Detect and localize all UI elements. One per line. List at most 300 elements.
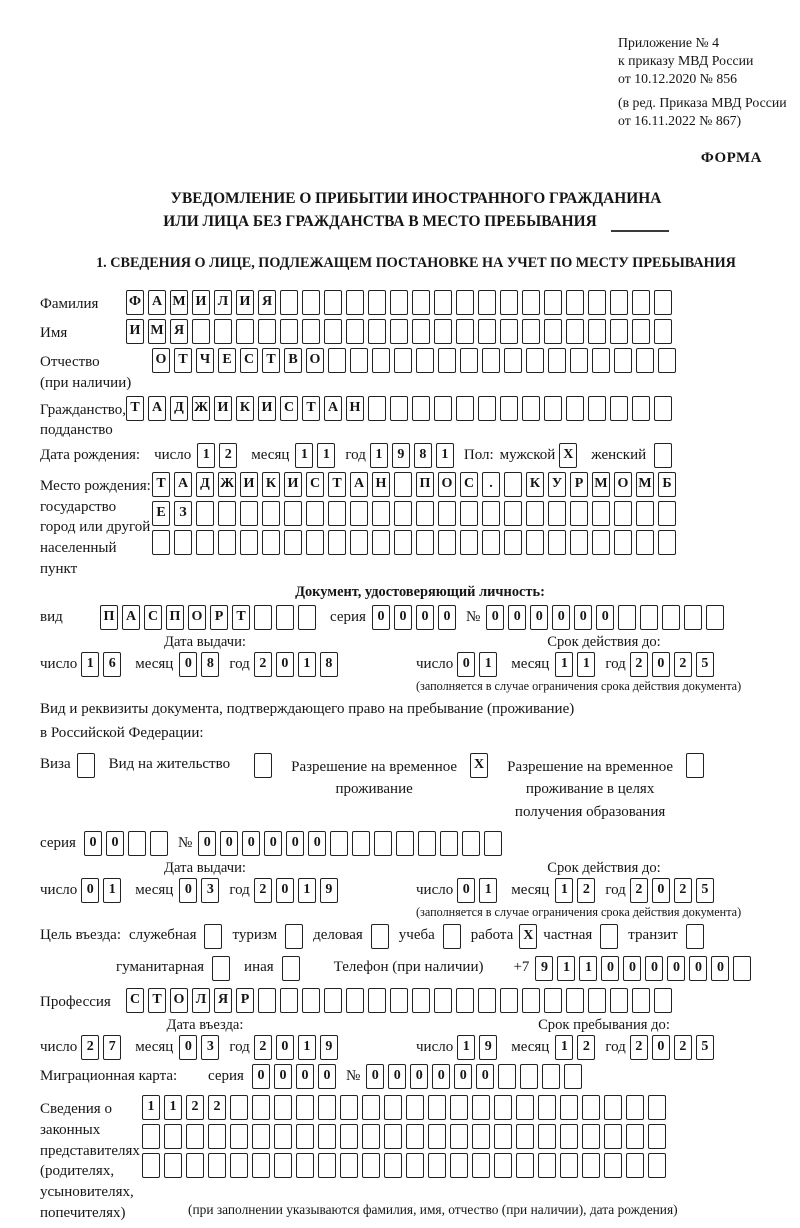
char-cell[interactable] xyxy=(494,1124,512,1149)
char-cell[interactable] xyxy=(340,1095,358,1120)
char-cell[interactable] xyxy=(500,988,518,1013)
female-checkbox[interactable] xyxy=(654,443,672,468)
char-cell[interactable]: 0 xyxy=(179,1035,197,1060)
char-cell[interactable] xyxy=(544,319,562,344)
char-cell[interactable] xyxy=(418,831,436,856)
char-cell[interactable]: 1 xyxy=(579,956,597,981)
char-cell[interactable]: 5 xyxy=(696,1035,714,1060)
char-cell[interactable] xyxy=(142,1124,160,1149)
char-cell[interactable] xyxy=(450,1153,468,1178)
char-cell[interactable] xyxy=(522,290,540,315)
char-cell[interactable]: Р xyxy=(570,472,588,497)
char-cell[interactable] xyxy=(284,501,302,526)
purpose-transit-checkbox[interactable] xyxy=(686,924,704,949)
char-cell[interactable] xyxy=(610,396,628,421)
char-cell[interactable] xyxy=(500,319,518,344)
char-cell[interactable] xyxy=(394,530,412,555)
char-cell[interactable] xyxy=(542,1064,560,1089)
char-cell[interactable]: 1 xyxy=(317,443,335,468)
char-cell[interactable] xyxy=(412,290,430,315)
char-cell[interactable] xyxy=(526,530,544,555)
char-cell[interactable] xyxy=(324,988,342,1013)
char-cell[interactable] xyxy=(566,988,584,1013)
char-cell[interactable] xyxy=(390,290,408,315)
char-cell[interactable]: 0 xyxy=(596,605,614,630)
char-cell[interactable] xyxy=(262,530,280,555)
char-cell[interactable] xyxy=(252,1153,270,1178)
char-cell[interactable]: 0 xyxy=(623,956,641,981)
char-cell[interactable]: 0 xyxy=(274,1064,292,1089)
char-cell[interactable] xyxy=(298,605,316,630)
char-cell[interactable]: А xyxy=(174,472,192,497)
char-cell[interactable] xyxy=(626,1095,644,1120)
char-cell[interactable] xyxy=(434,396,452,421)
char-cell[interactable] xyxy=(416,530,434,555)
char-cell[interactable] xyxy=(274,1124,292,1149)
char-cell[interactable] xyxy=(368,290,386,315)
char-cell[interactable]: 1 xyxy=(81,652,99,677)
char-cell[interactable] xyxy=(406,1124,424,1149)
char-cell[interactable]: 1 xyxy=(555,878,573,903)
char-cell[interactable] xyxy=(208,1124,226,1149)
char-cell[interactable] xyxy=(384,1095,402,1120)
char-cell[interactable] xyxy=(186,1153,204,1178)
char-cell[interactable] xyxy=(428,1124,446,1149)
char-cell[interactable]: 9 xyxy=(479,1035,497,1060)
char-cell[interactable] xyxy=(626,1153,644,1178)
char-cell[interactable]: 0 xyxy=(220,831,238,856)
char-cell[interactable]: М xyxy=(592,472,610,497)
char-cell[interactable]: Я xyxy=(258,290,276,315)
char-cell[interactable]: 2 xyxy=(674,652,692,677)
char-cell[interactable] xyxy=(434,319,452,344)
char-cell[interactable]: С xyxy=(126,988,144,1013)
char-cell[interactable]: И xyxy=(126,319,144,344)
char-cell[interactable] xyxy=(538,1153,556,1178)
char-cell[interactable]: И xyxy=(258,396,276,421)
char-cell[interactable] xyxy=(484,831,502,856)
char-cell[interactable]: 0 xyxy=(432,1064,450,1089)
char-cell[interactable] xyxy=(472,1095,490,1120)
char-cell[interactable] xyxy=(494,1153,512,1178)
char-cell[interactable]: 2 xyxy=(254,878,272,903)
char-cell[interactable] xyxy=(632,290,650,315)
char-cell[interactable]: С xyxy=(280,396,298,421)
char-cell[interactable] xyxy=(218,501,236,526)
char-cell[interactable] xyxy=(372,530,390,555)
char-cell[interactable]: С xyxy=(144,605,162,630)
char-cell[interactable] xyxy=(456,319,474,344)
char-cell[interactable] xyxy=(570,530,588,555)
char-cell[interactable] xyxy=(482,348,500,373)
char-cell[interactable] xyxy=(192,319,210,344)
purpose-tourism-checkbox[interactable] xyxy=(285,924,303,949)
char-cell[interactable] xyxy=(588,396,606,421)
char-cell[interactable] xyxy=(610,290,628,315)
char-cell[interactable]: 2 xyxy=(630,652,648,677)
char-cell[interactable] xyxy=(428,1153,446,1178)
char-cell[interactable]: А xyxy=(324,396,342,421)
char-cell[interactable]: 3 xyxy=(201,1035,219,1060)
char-cell[interactable]: 0 xyxy=(276,1035,294,1060)
char-cell[interactable] xyxy=(274,1095,292,1120)
char-cell[interactable]: Д xyxy=(196,472,214,497)
char-cell[interactable] xyxy=(544,396,562,421)
char-cell[interactable]: Т xyxy=(302,396,320,421)
char-cell[interactable]: А xyxy=(148,290,166,315)
purpose-other-checkbox[interactable] xyxy=(282,956,300,981)
char-cell[interactable]: П xyxy=(416,472,434,497)
char-cell[interactable]: 0 xyxy=(276,652,294,677)
char-cell[interactable]: Я xyxy=(214,988,232,1013)
char-cell[interactable] xyxy=(196,501,214,526)
char-cell[interactable]: 9 xyxy=(392,443,410,468)
char-cell[interactable]: 6 xyxy=(103,652,121,677)
char-cell[interactable]: 0 xyxy=(372,605,390,630)
char-cell[interactable] xyxy=(658,348,676,373)
char-cell[interactable] xyxy=(324,319,342,344)
char-cell[interactable] xyxy=(478,319,496,344)
char-cell[interactable] xyxy=(416,348,434,373)
char-cell[interactable] xyxy=(478,988,496,1013)
char-cell[interactable]: Т xyxy=(148,988,166,1013)
char-cell[interactable] xyxy=(328,530,346,555)
char-cell[interactable]: 2 xyxy=(186,1095,204,1120)
char-cell[interactable]: А xyxy=(350,472,368,497)
char-cell[interactable] xyxy=(186,1124,204,1149)
char-cell[interactable]: 0 xyxy=(652,652,670,677)
char-cell[interactable] xyxy=(412,396,430,421)
char-cell[interactable]: О xyxy=(438,472,456,497)
char-cell[interactable] xyxy=(318,1124,336,1149)
char-cell[interactable] xyxy=(428,1095,446,1120)
char-cell[interactable] xyxy=(362,1124,380,1149)
char-cell[interactable]: 2 xyxy=(208,1095,226,1120)
char-cell[interactable] xyxy=(614,501,632,526)
char-cell[interactable] xyxy=(324,290,342,315)
char-cell[interactable] xyxy=(362,1153,380,1178)
char-cell[interactable] xyxy=(588,290,606,315)
char-cell[interactable] xyxy=(472,1153,490,1178)
char-cell[interactable]: 7 xyxy=(103,1035,121,1060)
char-cell[interactable] xyxy=(548,501,566,526)
char-cell[interactable]: А xyxy=(148,396,166,421)
char-cell[interactable]: И xyxy=(236,290,254,315)
char-cell[interactable] xyxy=(654,290,672,315)
char-cell[interactable]: 2 xyxy=(630,1035,648,1060)
char-cell[interactable] xyxy=(214,319,232,344)
char-cell[interactable] xyxy=(460,348,478,373)
char-cell[interactable] xyxy=(450,1124,468,1149)
char-cell[interactable] xyxy=(504,501,522,526)
char-cell[interactable]: М xyxy=(170,290,188,315)
char-cell[interactable] xyxy=(582,1124,600,1149)
char-cell[interactable] xyxy=(456,396,474,421)
char-cell[interactable] xyxy=(636,530,654,555)
char-cell[interactable] xyxy=(394,501,412,526)
char-cell[interactable] xyxy=(306,501,324,526)
char-cell[interactable] xyxy=(592,501,610,526)
char-cell[interactable] xyxy=(472,1124,490,1149)
char-cell[interactable] xyxy=(504,472,522,497)
residence-permit-checkbox[interactable] xyxy=(254,753,272,778)
char-cell[interactable]: И xyxy=(284,472,302,497)
char-cell[interactable] xyxy=(352,831,370,856)
char-cell[interactable] xyxy=(526,348,544,373)
char-cell[interactable]: Д xyxy=(170,396,188,421)
char-cell[interactable]: 5 xyxy=(696,878,714,903)
char-cell[interactable] xyxy=(538,1124,556,1149)
purpose-study-checkbox[interactable] xyxy=(443,924,461,949)
char-cell[interactable] xyxy=(522,319,540,344)
char-cell[interactable] xyxy=(566,290,584,315)
char-cell[interactable] xyxy=(318,1095,336,1120)
char-cell[interactable]: 0 xyxy=(252,1064,270,1089)
char-cell[interactable]: Р xyxy=(236,988,254,1013)
char-cell[interactable]: 2 xyxy=(219,443,237,468)
char-cell[interactable] xyxy=(318,1153,336,1178)
char-cell[interactable] xyxy=(614,348,632,373)
char-cell[interactable]: К xyxy=(236,396,254,421)
char-cell[interactable] xyxy=(280,988,298,1013)
char-cell[interactable]: 3 xyxy=(201,878,219,903)
char-cell[interactable] xyxy=(296,1153,314,1178)
char-cell[interactable]: И xyxy=(214,396,232,421)
char-cell[interactable]: Р xyxy=(210,605,228,630)
char-cell[interactable] xyxy=(440,831,458,856)
char-cell[interactable]: 8 xyxy=(414,443,432,468)
char-cell[interactable]: К xyxy=(526,472,544,497)
char-cell[interactable] xyxy=(412,319,430,344)
char-cell[interactable]: О xyxy=(170,988,188,1013)
char-cell[interactable] xyxy=(128,831,146,856)
char-cell[interactable]: И xyxy=(240,472,258,497)
char-cell[interactable]: 0 xyxy=(410,1064,428,1089)
char-cell[interactable] xyxy=(604,1153,622,1178)
char-cell[interactable]: 1 xyxy=(298,1035,316,1060)
char-cell[interactable]: 9 xyxy=(320,878,338,903)
char-cell[interactable]: 2 xyxy=(577,878,595,903)
char-cell[interactable]: Л xyxy=(192,988,210,1013)
char-cell[interactable] xyxy=(368,319,386,344)
char-cell[interactable] xyxy=(566,319,584,344)
char-cell[interactable]: 0 xyxy=(366,1064,384,1089)
char-cell[interactable] xyxy=(648,1153,666,1178)
char-cell[interactable] xyxy=(252,1124,270,1149)
char-cell[interactable] xyxy=(592,530,610,555)
char-cell[interactable] xyxy=(636,501,654,526)
char-cell[interactable] xyxy=(504,348,522,373)
char-cell[interactable]: Т xyxy=(328,472,346,497)
char-cell[interactable] xyxy=(434,988,452,1013)
char-cell[interactable]: 0 xyxy=(454,1064,472,1089)
char-cell[interactable] xyxy=(460,501,478,526)
char-cell[interactable] xyxy=(328,501,346,526)
char-cell[interactable] xyxy=(560,1124,578,1149)
char-cell[interactable] xyxy=(328,348,346,373)
char-cell[interactable] xyxy=(258,988,276,1013)
char-cell[interactable] xyxy=(658,501,676,526)
char-cell[interactable]: 2 xyxy=(254,652,272,677)
char-cell[interactable] xyxy=(456,290,474,315)
char-cell[interactable]: 2 xyxy=(674,1035,692,1060)
char-cell[interactable] xyxy=(610,319,628,344)
char-cell[interactable]: М xyxy=(636,472,654,497)
char-cell[interactable]: 0 xyxy=(667,956,685,981)
char-cell[interactable]: 0 xyxy=(81,878,99,903)
char-cell[interactable]: 0 xyxy=(689,956,707,981)
char-cell[interactable] xyxy=(390,396,408,421)
char-cell[interactable] xyxy=(372,501,390,526)
char-cell[interactable] xyxy=(296,1095,314,1120)
char-cell[interactable] xyxy=(632,396,650,421)
char-cell[interactable]: 0 xyxy=(264,831,282,856)
char-cell[interactable] xyxy=(262,501,280,526)
char-cell[interactable]: 1 xyxy=(164,1095,182,1120)
char-cell[interactable] xyxy=(236,319,254,344)
char-cell[interactable] xyxy=(566,396,584,421)
char-cell[interactable]: 0 xyxy=(198,831,216,856)
char-cell[interactable] xyxy=(570,348,588,373)
char-cell[interactable]: 9 xyxy=(535,956,553,981)
char-cell[interactable] xyxy=(296,1124,314,1149)
char-cell[interactable]: Т xyxy=(174,348,192,373)
char-cell[interactable]: В xyxy=(284,348,302,373)
char-cell[interactable] xyxy=(406,1153,424,1178)
char-cell[interactable]: 0 xyxy=(457,878,475,903)
char-cell[interactable]: Ж xyxy=(218,472,236,497)
male-checkbox[interactable]: X xyxy=(559,443,577,468)
char-cell[interactable]: А xyxy=(122,605,140,630)
char-cell[interactable] xyxy=(434,290,452,315)
char-cell[interactable] xyxy=(350,501,368,526)
char-cell[interactable] xyxy=(412,988,430,1013)
char-cell[interactable] xyxy=(500,396,518,421)
char-cell[interactable] xyxy=(544,290,562,315)
char-cell[interactable] xyxy=(302,290,320,315)
char-cell[interactable] xyxy=(346,988,364,1013)
char-cell[interactable]: Ч xyxy=(196,348,214,373)
char-cell[interactable]: О xyxy=(614,472,632,497)
char-cell[interactable] xyxy=(174,530,192,555)
char-cell[interactable] xyxy=(482,530,500,555)
char-cell[interactable]: 1 xyxy=(479,652,497,677)
char-cell[interactable]: 0 xyxy=(179,652,197,677)
char-cell[interactable] xyxy=(516,1153,534,1178)
char-cell[interactable] xyxy=(478,290,496,315)
char-cell[interactable]: 9 xyxy=(320,1035,338,1060)
char-cell[interactable]: Т xyxy=(262,348,280,373)
char-cell[interactable] xyxy=(346,319,364,344)
char-cell[interactable] xyxy=(516,1124,534,1149)
char-cell[interactable]: 1 xyxy=(298,878,316,903)
char-cell[interactable] xyxy=(372,348,390,373)
char-cell[interactable] xyxy=(662,605,680,630)
char-cell[interactable] xyxy=(374,831,392,856)
char-cell[interactable] xyxy=(706,605,724,630)
char-cell[interactable]: 0 xyxy=(388,1064,406,1089)
char-cell[interactable]: 0 xyxy=(652,1035,670,1060)
char-cell[interactable] xyxy=(368,988,386,1013)
char-cell[interactable] xyxy=(504,530,522,555)
char-cell[interactable]: 0 xyxy=(242,831,260,856)
char-cell[interactable] xyxy=(280,290,298,315)
char-cell[interactable] xyxy=(654,988,672,1013)
char-cell[interactable]: 1 xyxy=(436,443,454,468)
char-cell[interactable] xyxy=(588,319,606,344)
char-cell[interactable] xyxy=(610,988,628,1013)
char-cell[interactable]: О xyxy=(188,605,206,630)
char-cell[interactable] xyxy=(240,530,258,555)
char-cell[interactable]: Е xyxy=(218,348,236,373)
char-cell[interactable] xyxy=(274,1153,292,1178)
char-cell[interactable]: С xyxy=(240,348,258,373)
char-cell[interactable] xyxy=(560,1153,578,1178)
char-cell[interactable] xyxy=(654,396,672,421)
char-cell[interactable]: 1 xyxy=(197,443,215,468)
char-cell[interactable] xyxy=(614,530,632,555)
char-cell[interactable] xyxy=(500,290,518,315)
purpose-business-checkbox[interactable] xyxy=(371,924,389,949)
char-cell[interactable] xyxy=(498,1064,516,1089)
char-cell[interactable] xyxy=(396,831,414,856)
char-cell[interactable] xyxy=(350,348,368,373)
char-cell[interactable]: 0 xyxy=(308,831,326,856)
char-cell[interactable]: 2 xyxy=(577,1035,595,1060)
char-cell[interactable]: 1 xyxy=(557,956,575,981)
char-cell[interactable]: О xyxy=(306,348,324,373)
char-cell[interactable]: 1 xyxy=(479,878,497,903)
char-cell[interactable] xyxy=(252,1095,270,1120)
char-cell[interactable]: 0 xyxy=(574,605,592,630)
char-cell[interactable] xyxy=(648,1124,666,1149)
char-cell[interactable] xyxy=(636,348,654,373)
char-cell[interactable]: 0 xyxy=(476,1064,494,1089)
char-cell[interactable]: Т xyxy=(152,472,170,497)
char-cell[interactable] xyxy=(362,1095,380,1120)
char-cell[interactable] xyxy=(394,348,412,373)
char-cell[interactable] xyxy=(384,1153,402,1178)
char-cell[interactable] xyxy=(460,530,478,555)
char-cell[interactable]: У xyxy=(548,472,566,497)
purpose-humanitarian-checkbox[interactable] xyxy=(212,956,230,981)
char-cell[interactable]: 0 xyxy=(84,831,102,856)
char-cell[interactable]: 1 xyxy=(577,652,595,677)
char-cell[interactable] xyxy=(384,1124,402,1149)
char-cell[interactable] xyxy=(456,988,474,1013)
char-cell[interactable]: 0 xyxy=(530,605,548,630)
char-cell[interactable]: 2 xyxy=(674,878,692,903)
char-cell[interactable]: Ф xyxy=(126,290,144,315)
char-cell[interactable] xyxy=(164,1153,182,1178)
char-cell[interactable] xyxy=(196,530,214,555)
char-cell[interactable] xyxy=(284,530,302,555)
char-cell[interactable] xyxy=(548,348,566,373)
char-cell[interactable]: С xyxy=(306,472,324,497)
char-cell[interactable]: Н xyxy=(346,396,364,421)
purpose-private-checkbox[interactable] xyxy=(600,924,618,949)
char-cell[interactable] xyxy=(522,396,540,421)
char-cell[interactable]: 5 xyxy=(696,652,714,677)
char-cell[interactable] xyxy=(152,530,170,555)
char-cell[interactable] xyxy=(150,831,168,856)
char-cell[interactable] xyxy=(346,290,364,315)
char-cell[interactable]: 1 xyxy=(555,652,573,677)
char-cell[interactable] xyxy=(640,605,658,630)
char-cell[interactable]: 0 xyxy=(438,605,456,630)
char-cell[interactable]: 1 xyxy=(370,443,388,468)
char-cell[interactable]: С xyxy=(460,472,478,497)
